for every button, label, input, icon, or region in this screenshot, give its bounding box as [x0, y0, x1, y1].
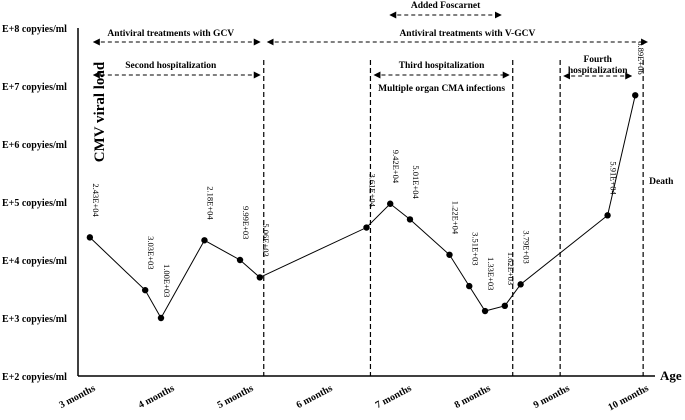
y-tick-label-3: E+5 copyies/ml	[2, 198, 67, 209]
data-label-3: 2.18E+04	[205, 186, 216, 220]
data-point-3	[201, 237, 207, 243]
annotations	[94, 1, 674, 187]
data-point-0	[87, 234, 93, 240]
x-tick-label-6: 9 months	[531, 382, 572, 412]
data-point-5	[257, 274, 263, 280]
data-point-12	[502, 303, 508, 309]
data-label-12: 1.62E+03	[505, 251, 516, 286]
x-tick-label-5: 8 months	[452, 382, 493, 412]
foscarnet-label: Added Foscarnet	[410, 1, 481, 11]
third-hospitalization-label: Third hospitalization	[398, 61, 485, 71]
death-label: Death	[649, 177, 674, 187]
data-label-8: 5.01E+04	[410, 165, 421, 199]
x-axis-title: Age	[660, 368, 682, 383]
fourth-hospitalization-label-2: hospitalization	[567, 66, 628, 76]
data-label-13: 3.79E+03	[521, 230, 532, 264]
y-tick-label-4: E+6 copyies/ml	[2, 140, 67, 151]
data-point-4	[237, 257, 243, 263]
y-tick-label-1: E+3 copyies/ml	[2, 314, 67, 325]
data-label-4: 9.99E+03	[241, 206, 252, 240]
data-point-1	[142, 287, 148, 293]
data-label-9: 1.22E+04	[450, 200, 461, 235]
data-point-7	[387, 201, 393, 207]
y-tick-label-6: E+8 copyies/ml	[2, 24, 67, 35]
data-point-11	[482, 308, 488, 314]
x-tick-label-7: 10 months	[606, 382, 651, 414]
y-tick-labels	[2, 24, 67, 383]
y-tick-label-5: E+7 copyies/ml	[2, 82, 67, 93]
x-tick-label-1: 4 months	[136, 382, 177, 412]
data-point-15	[632, 92, 638, 98]
data-point-10	[466, 283, 472, 289]
data-label-5: 5.06E+03	[260, 223, 271, 257]
data-point-14	[604, 212, 610, 218]
axes	[78, 28, 655, 376]
x-tick-labels	[58, 383, 651, 414]
data-label-2: 1.00E+03	[161, 264, 172, 298]
y-tick-label-2: E+4 copyies/ml	[2, 256, 67, 267]
y-axis-title: CMV viral load	[92, 61, 108, 163]
data-label-6: 3.61E+04	[367, 173, 378, 207]
x-tick-label-3: 6 months	[294, 382, 335, 412]
x-tick-label-4: 7 months	[373, 382, 414, 412]
second-hospitalization-label: Second hospitalization	[125, 61, 217, 71]
data-label-1: 3.03E+03	[146, 236, 157, 270]
cma-infections-label: Multiple organ CMA infections	[378, 84, 506, 94]
data-label-11: 1.33E+03	[486, 257, 497, 291]
data-label-10: 3.51E+03	[470, 232, 481, 266]
data-label-7: 9.42E+04	[391, 149, 402, 184]
data-point-8	[407, 216, 413, 222]
data-point-13	[517, 281, 523, 287]
data-label-15: 6.89E+06	[636, 41, 647, 75]
data-point-9	[446, 252, 452, 258]
data-label-14: 5.91E+04	[608, 161, 619, 195]
data-point-6	[363, 224, 369, 230]
fourth-hospitalization-label-1: Fourth	[583, 55, 612, 65]
data-point-2	[158, 315, 164, 321]
gcv-label: Antiviral treatments with GCV	[107, 29, 235, 39]
y-tick-label-0: E+2 copyies/ml	[2, 372, 67, 383]
vgcv-label: Antiviral treatments with V-GCV	[399, 29, 536, 39]
data-label-0: 2.43E+04	[90, 183, 101, 217]
x-tick-label-0: 3 months	[57, 382, 98, 412]
x-tick-label-2: 5 months	[215, 382, 256, 412]
data-labels	[91, 41, 646, 297]
